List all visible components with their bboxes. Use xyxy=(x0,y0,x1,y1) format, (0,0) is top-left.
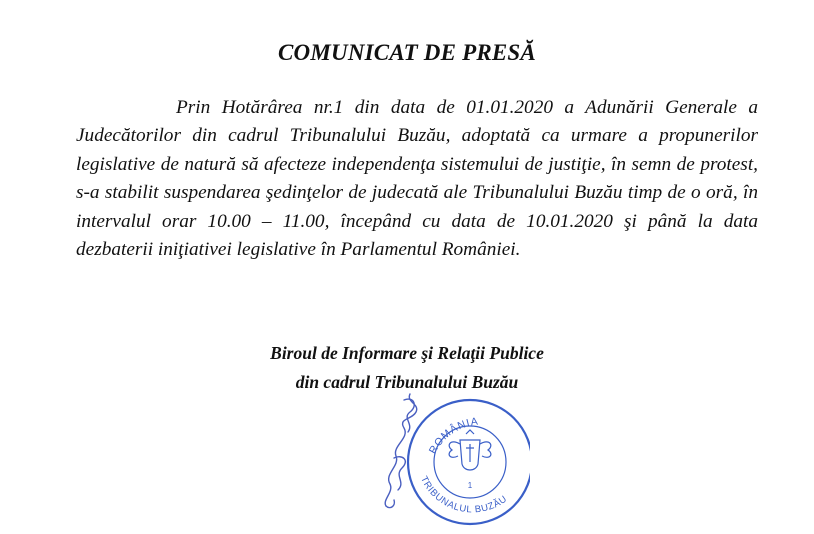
stamp-number: 1 xyxy=(467,481,473,490)
coat-of-arms-icon xyxy=(449,430,491,470)
signature-office-line: Biroul de Informare şi Relaţii Publice xyxy=(270,343,544,363)
svg-text:TRIBUNALUL BUZĂU xyxy=(418,474,509,515)
body-paragraph: Prin Hotărârea nr.1 din data de 01.01.2020 a Adunării Generale a Judecătorilor din cadrul Tribunalului Buzău, adoptată ca urmare a propunerilor legislative de natură să afecteze independenţa sistemului de justiţie, în semn de protest, s-a stabilit suspendarea şedinţelor de judecată ale Tribunalului Buzău timp de o oră, în intervalul orar 10.00 – 11.00, începând cu data de 10.01.2020 şi până la data dezbaterii iniţiativei legislative în Parlamentul României. xyxy=(76,97,758,261)
handwritten-signature xyxy=(385,394,417,508)
stamp-bottom-text: TRIBUNALUL BUZĂU xyxy=(417,474,510,516)
stamp-top-text: ROMÂNIA xyxy=(426,415,480,457)
official-stamp xyxy=(380,388,530,530)
document-title: COMUNICAT DE PRESĂ xyxy=(278,40,536,65)
svg-text:ROMÂNIA xyxy=(427,415,480,456)
signature-institution-line: din cadrul Tribunalului Buzău xyxy=(295,372,519,392)
